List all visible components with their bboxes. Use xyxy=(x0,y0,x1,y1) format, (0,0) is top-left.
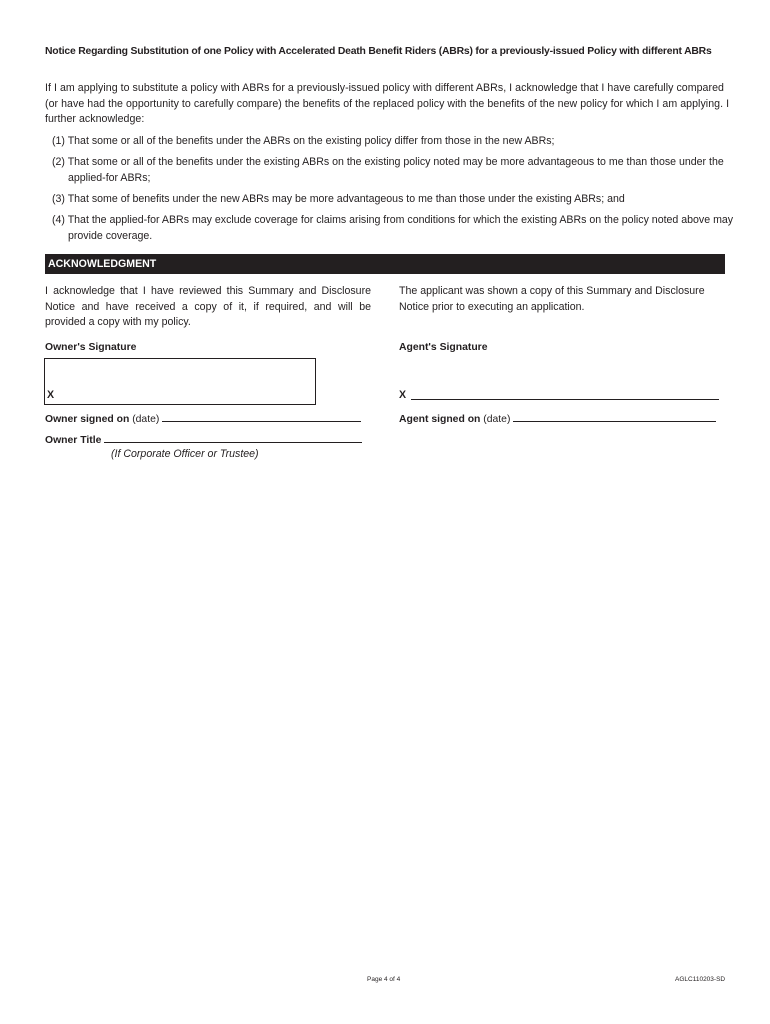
agent-date-label: (date) xyxy=(483,414,511,425)
notice-title: Notice Regarding Substitution of one Policy with Accelerated Death Benefit Riders (ABRs) for a previously-issued Policy with different ABRs xyxy=(45,46,712,57)
page-number: Page 4 of 4 xyxy=(367,976,401,983)
notice-intro: If I am applying to substitute a policy with ABRs for a previously-issued policy with different ABRs, I acknowledge that I have carefully compared (or have had the opportunity to carefully compare) the benefits of the replaced policy with the benefits of the new policy for which I am applying. I further acknowledge: xyxy=(45,82,730,125)
owner-title-note: (If Corporate Officer or Trustee) xyxy=(111,448,259,460)
acknowledgment-heading: ACKNOWLEDGMENT xyxy=(45,254,725,274)
agent-signed-label: Agent signed on xyxy=(399,414,481,425)
agent-signed-date-row xyxy=(399,411,716,425)
owner-signed-date-field[interactable] xyxy=(162,411,361,422)
owner-signature-label: Owner's Signature xyxy=(45,342,137,353)
owner-signed-date-row xyxy=(45,411,361,425)
acknowledge-item-1: (1) That some or all of the benefits under the ABRs on the existing policy differ from those in the new ABRs; xyxy=(52,135,555,147)
acknowledge-item-4: (4) That the applied-for ABRs may exclude coverage for claims arising from conditions for which the existing ABRs on the policy noted above may provide coverage. xyxy=(52,214,734,242)
agent-signature-field[interactable] xyxy=(411,399,719,400)
agent-signature-x-mark: X xyxy=(399,389,407,401)
owner-acknowledgment-text: I acknowledge that I have reviewed this Summary and Disclosure Notice and have received a copy of it, if required, and will be provided a copy with my policy. xyxy=(45,285,371,328)
acknowledge-item-3: (3) That some of benefits under the new ABRs may be more advantageous to me than those under the existing ABRs; and xyxy=(52,193,625,205)
owner-title-field[interactable] xyxy=(104,432,362,443)
owner-signed-label: Owner signed on xyxy=(45,414,130,425)
owner-title-label: Owner Title xyxy=(45,435,102,446)
agent-signed-date-field[interactable] xyxy=(513,411,716,422)
owner-title-row xyxy=(45,432,362,446)
owner-signature-x-mark: X xyxy=(47,389,55,401)
agent-signature-label: Agent's Signature xyxy=(399,342,488,353)
owner-signature-field[interactable] xyxy=(44,358,316,405)
agent-acknowledgment-text: The applicant was shown a copy of this Summary and Disclosure Notice prior to executing an application. xyxy=(399,285,705,313)
form-code: AGLC110203-SD xyxy=(675,976,726,983)
acknowledge-item-2: (2) That some or all of the benefits under the existing ABRs on the existing policy noted may be more advantageous to me than those under the applied-for ABRs; xyxy=(52,156,724,184)
owner-date-label: (date) xyxy=(132,414,160,425)
